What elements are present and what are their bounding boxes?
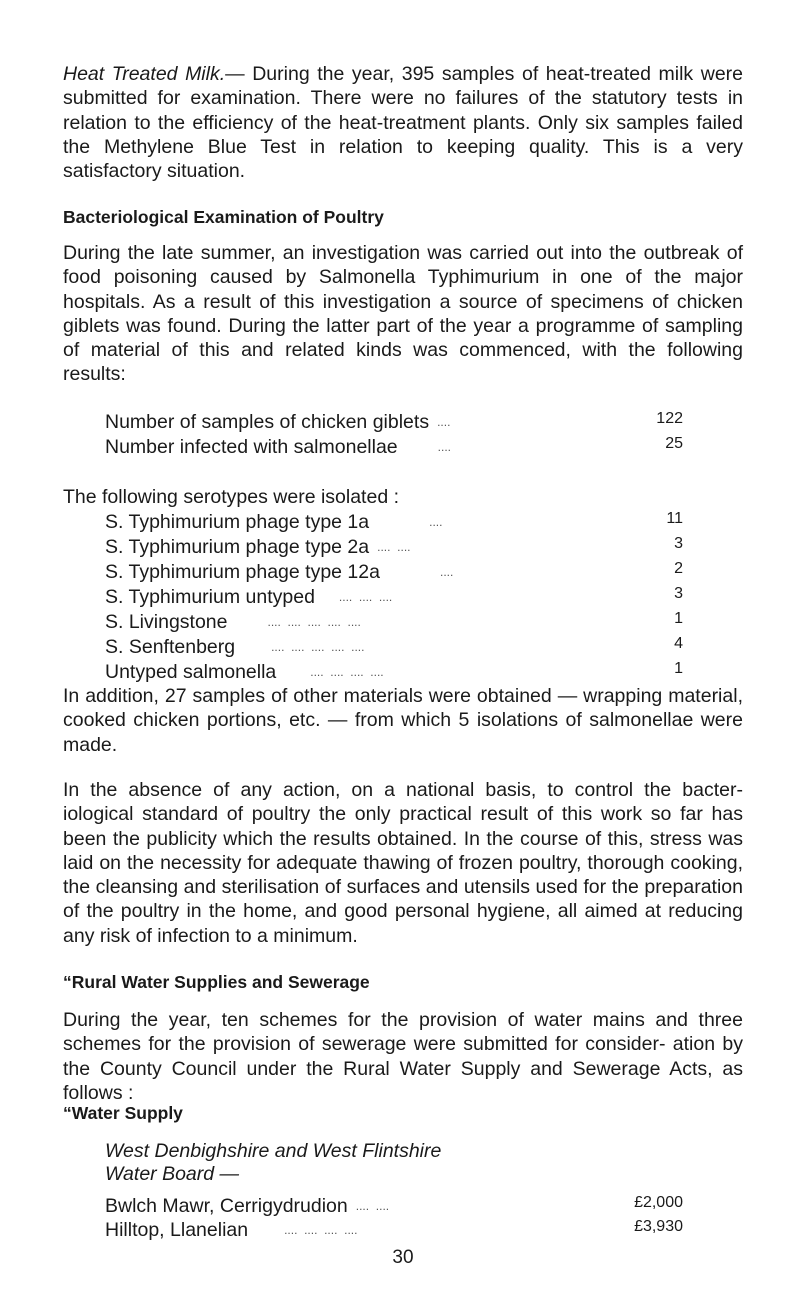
serotype-count: 3 (674, 585, 683, 602)
result-row-infected (105, 435, 451, 459)
result-label: Number of samples of chicken giblets (105, 411, 430, 433)
serotype-label: S. Livingstone (105, 611, 228, 633)
serotype-count: 11 (666, 510, 683, 527)
poultry-heading: Bacteriological Examination of Poultry (63, 207, 384, 227)
leader-dots: .... .... .... .... .... (267, 615, 361, 629)
serotypes-intro: The following serotypes were isolated : (63, 486, 400, 508)
serotype-row (105, 635, 364, 659)
serotype-label: S. Typhimurium phage type 12a (105, 561, 380, 583)
serotype-row (105, 510, 442, 534)
serotype-row (105, 660, 384, 684)
heat-treated-milk-lead: Heat Treated Milk. (63, 63, 226, 85)
national-action-paragraph: In the absence of any action, on a national basis, to control the bacter- iological standard of poultry the only practical result of this work so far has been the publicity which the results obtained. In the course of this, stress was laid on the necessity for adequate thawing of frozen poultry, thorough cooking, the cleansing and sterilisation of surfaces and utensils used for the preparation of the poultry in the home, and good personal hygiene, all aimed at reducing any risk of infection to a minimum. (63, 779, 743, 947)
leader-dots: .... (439, 565, 454, 579)
rural-water-heading: “Rural Water Supplies and Sewerage (63, 972, 370, 992)
leader-dots: .... (429, 515, 443, 529)
serotype-label: Untyped salmonella (105, 661, 277, 683)
heat-treated-milk-text: — During the year, 395 samples of heat-treated milk were submitted for examination. There were no failures of the statutory tests in relation to the efficiency of the heat-treatment plants. Only six samples failed the Methylene Blue Test in relation to keeping quality. This is a very satisfactory situation. (63, 63, 744, 183)
scheme-row (105, 1218, 357, 1242)
rural-water-paragraph: During the year, ten schemes for the provision of water mains and three schemes for the provision of sewerage were submitted for consider- ation by the County Council under the Rural Water Supply and Sewerage Acts, as follows : (63, 1009, 743, 1104)
result-row-giblets (105, 410, 450, 434)
result-value: 122 (656, 410, 683, 427)
scheme-cost: £3,930 (634, 1218, 683, 1235)
heat-treated-milk-paragraph (63, 62, 743, 183)
serotype-label: S. Typhimurium untyped (105, 586, 315, 608)
serotype-count: 2 (674, 560, 683, 577)
serotype-count: 1 (674, 660, 683, 677)
serotype-label: S. Typhimurium phage type 2a (105, 536, 370, 558)
leader-dots: .... .... (355, 1199, 390, 1213)
serotype-row (105, 610, 361, 634)
leader-dots: .... (437, 440, 451, 454)
leader-dots: .... (437, 415, 451, 429)
leader-dots: .... .... (377, 540, 411, 554)
water-board-name (105, 1140, 441, 1186)
page-number: 30 (392, 1247, 414, 1268)
leader-dots: .... .... .... .... (284, 1223, 358, 1237)
other-materials-paragraph: In addition, 27 samples of other materials were obtained — wrapping material, cooked chicken portions, etc. — from which 5 isolations of salmonellae were made. (63, 685, 743, 756)
result-value: 25 (665, 435, 683, 452)
serotype-row (105, 535, 410, 559)
poultry-intro-paragraph: During the late summer, an investigation was carried out into the outbreak of food poisoning caused by Salmonella Typhimurium in one of the major hospitals. As a result of this investigation a source of specimens of chicken giblets was found. During the latter part of the year a programme of sampling of material of this and related kinds was commenced, with the following results: (63, 242, 743, 386)
result-label: Number infected with salmonellae (105, 436, 398, 458)
leader-dots: .... .... .... (338, 590, 393, 604)
serotype-count: 4 (674, 635, 683, 652)
water-board-line-2: Water Board — (105, 1163, 240, 1185)
water-board-line-1: West Denbighshire and West Flintshire (105, 1140, 442, 1162)
scheme-cost: £2,000 (634, 1194, 683, 1211)
serotype-count: 3 (674, 535, 683, 552)
water-supply-heading: “Water Supply (63, 1103, 183, 1123)
serotype-row (105, 585, 392, 609)
leader-dots: .... .... .... .... .... (271, 640, 365, 654)
serotype-label: S. Typhimurium phage type 1a (105, 511, 370, 533)
serotype-label: S. Senftenberg (105, 636, 236, 658)
leader-dots: .... .... .... .... (310, 665, 384, 679)
scheme-label: Bwlch Mawr, Cerrigydrudion (105, 1195, 348, 1217)
serotype-row (105, 560, 453, 584)
scheme-row (105, 1194, 389, 1218)
scheme-label: Hilltop, Llanelian (105, 1219, 249, 1241)
serotype-count: 1 (674, 610, 683, 627)
